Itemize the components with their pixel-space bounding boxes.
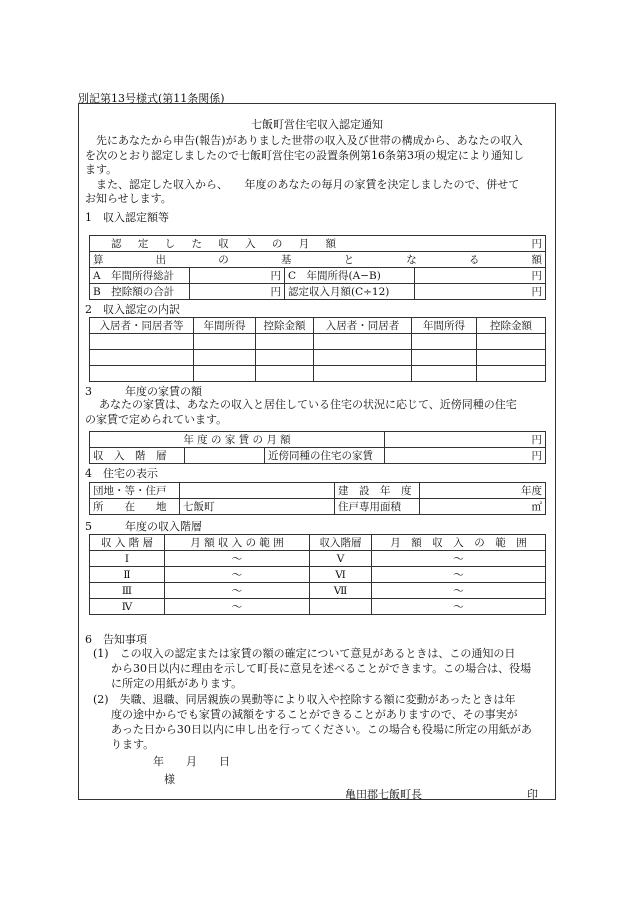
income-breakdown-table (89, 317, 546, 382)
nearby-rent-label: 近傍同種の住宅の家賃 (265, 448, 385, 464)
cert-monthly-row: 認 定 し た 収 入 の 月 額 円 (90, 236, 546, 252)
location-label: 所 在 地 (90, 499, 180, 515)
b-label: B 控除額の合計 (90, 284, 190, 300)
table-row (90, 334, 546, 350)
col-tier: 収入階層 (310, 535, 372, 551)
section2-heading: 2 収入認定の内訳 (85, 303, 180, 316)
table-row (90, 350, 546, 366)
col-annual-income: 年間所得 (412, 318, 477, 334)
section1-heading: 1 収入認定額等 (85, 211, 169, 224)
tier-table (89, 534, 546, 615)
intro-line: を次のとおり認定しましたので七飯町営住宅の設置条例第16条第3項の規定により通知し (85, 148, 524, 162)
issuer-name: 亀田郡七飯町長 (345, 788, 422, 801)
intro-line: お知らせします。 (85, 192, 172, 205)
calc-basis-row: 算 出 の 基 と な る 額 (90, 252, 546, 268)
b-value: 円 (190, 284, 285, 300)
section3-heading: 3 年度の家賃の額 (85, 385, 202, 398)
intro-line: また、認定した収入から、 年度のあなたの毎月の家賃を決定しましたので、併せて (96, 177, 520, 191)
section5-heading: 5 年度の収入階層 (85, 520, 202, 533)
rent-table (89, 431, 546, 464)
rent-monthly-label: 年 度 の 家 賃 の 月 額 (90, 432, 385, 448)
col-resident: 入居者・同居者等 (90, 318, 194, 334)
seal-mark: 印 (527, 788, 538, 801)
c-label: C 年間所得(A−B) (285, 268, 415, 284)
area-value: ㎡ (420, 499, 546, 515)
intro-line: 先にあなたから申告(報告)がありました世帯の収入及び世帯の構成から、あなたの収入 (96, 134, 523, 147)
income-cert-table (89, 235, 546, 300)
d-label: 認定収入月額(C÷12) (285, 284, 415, 300)
complex-value (180, 483, 335, 499)
table-row: Ⅳ 〜 〜 (90, 599, 546, 615)
section6-heading: 6 告知事項 (85, 633, 147, 646)
date-line: 年 月 日 (153, 755, 230, 768)
intro-line: ます。 (85, 163, 118, 176)
a-value: 円 (190, 268, 285, 284)
notice-item-1: (1) この収入の認定または家賃の額の確定について意見があるときは、この通知の日 から30日以内に理由を示して町長に意見を述べることができます。この場合は、役場 に所定の用紙があります。 (93, 647, 532, 690)
notice-title: 七飯町営住宅収入認定通知 (251, 118, 383, 131)
build-year-label: 建 設 年 度 (335, 483, 420, 499)
col-range: 月 額 収 入 の 範 囲 (372, 535, 546, 551)
col-deduction: 控除金額 (256, 318, 314, 334)
d-value: 円 (415, 284, 546, 300)
housing-table (89, 482, 546, 515)
table-row: Ⅲ 〜 Ⅶ 〜 (90, 583, 546, 599)
notice-frame (78, 103, 556, 800)
build-year-value: 年度 (420, 483, 546, 499)
col-tier: 収 入 階 層 (90, 535, 165, 551)
addressee-suffix: 様 (164, 773, 175, 786)
notice-item-2: (2) 失職、退職、同居親族の異動等により収入や控除する額に変動があったときは年 度の途中からでも家賃の減額をすることができることがありますので、その事実が あった日から30日以内に申し出を行ってください。この場合も役場に所定の用紙があ ります。 (93, 693, 532, 751)
intro-paragraph (85, 134, 551, 207)
section3-body: あなたの家賃は、あなたの収入と居住している住宅の状況に応じて、近傍同種の住宅 の家賃で定められています。 (85, 398, 517, 426)
col-deduction: 控除金額 (477, 318, 546, 334)
table-row: Ⅱ 〜 Ⅵ 〜 (90, 567, 546, 583)
location-value: 七飯町 (180, 499, 335, 515)
table-row: Ⅰ 〜 Ⅴ 〜 (90, 551, 546, 567)
area-label: 住戸専用面積 (335, 499, 420, 515)
nearby-rent-value: 円 (385, 448, 546, 464)
tier-label: 収 入 階 層 (90, 448, 185, 464)
col-range: 月 額 収 入 の 範 囲 (165, 535, 310, 551)
col-annual-income: 年間所得 (194, 318, 256, 334)
a-label: A 年間所得総計 (90, 268, 190, 284)
rent-monthly-value: 円 (385, 432, 546, 448)
tier-value (185, 448, 265, 464)
complex-label: 団地・等・住戸 (90, 483, 180, 499)
table-row (90, 366, 546, 382)
c-value: 円 (415, 268, 546, 284)
form-label: 別記第13号様式(第11条関係) (78, 92, 225, 105)
col-resident: 入居者・同居者 (314, 318, 412, 334)
section4-heading: 4 住宅の表示 (85, 467, 158, 480)
